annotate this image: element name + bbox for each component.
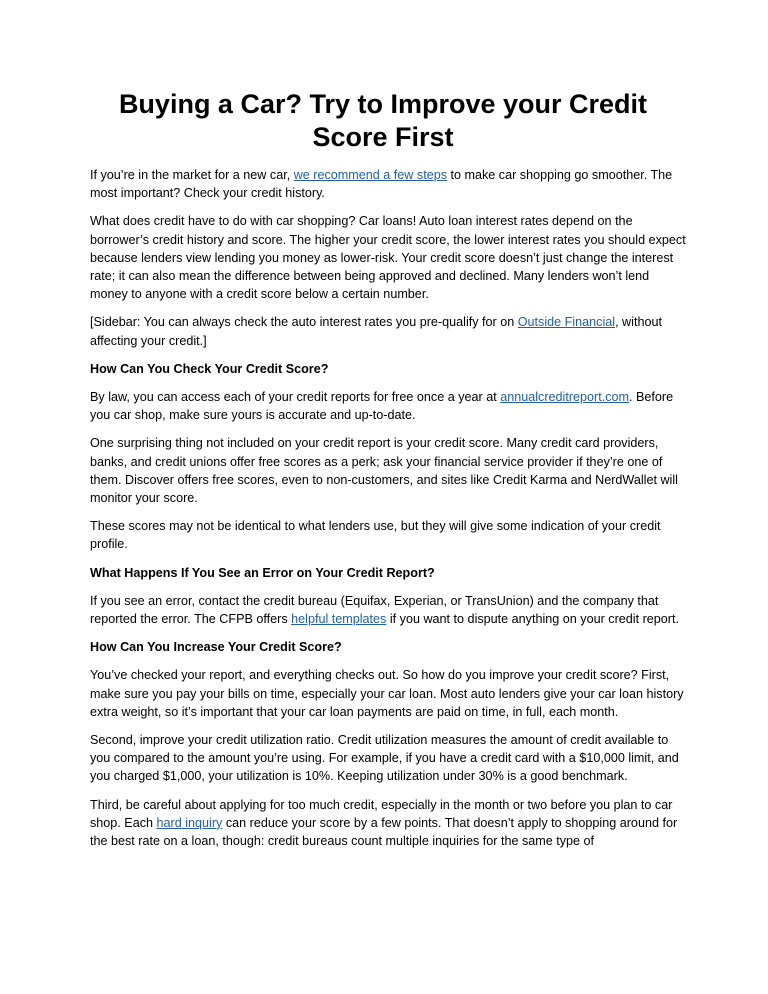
- heading-check-score: How Can You Check Your Credit Score?: [90, 361, 329, 376]
- free-scores-paragraph: One surprising thing not included on your credit report is your credit score. Many credit card providers, banks, and credit unions offer free scores as a perk; ask your financial service provider if they’re one of them. Discover offers free scores, even to non-customers, and sites like Credit Karma and NerdWallet will monitor your score.: [90, 436, 678, 506]
- sidebar-paragraph: [90, 313, 690, 349]
- by-law-paragraph: [90, 388, 690, 424]
- by-law-text-after: . Before you car shop, make sure yours is accurate and up-to-date.: [90, 390, 674, 423]
- inquiry-text-after: can reduce your score by a few points. That doesn’t apply to shopping around for the best rate on a loan, though: credit bureaus count multiple inquiries for the same type of: [90, 815, 678, 849]
- annualcreditreport-link[interactable]: annualcreditreport.com: [500, 390, 630, 405]
- error-text-after: if you want to dispute anything on your credit report.: [386, 612, 679, 627]
- by-law-text-before: By law, you can access each of your credit reports for free once a year at: [90, 390, 501, 405]
- car-loans-paragraph: What does credit have to do with car shopping? Car loans! Auto loan interest rates depend on the borrower’s credit history and score. The higher your credit score, the lower interest rates you should expect because lenders view lending you money as lower-risk. Your credit score doesn’t just change the interest rate; it can also mean the difference between being approved and declined. Many lenders won’t lend money to anyone with a credit score below a certain number.: [90, 214, 686, 302]
- page-title: Buying a Car? Try to Improve your Credit Score First: [118, 89, 648, 152]
- hard-inquiry-paragraph: [90, 796, 690, 851]
- intro-text-after: to make car shopping go smoother. The most important? Check your credit history.: [90, 168, 673, 201]
- error-text-before: If you see an error, contact the credit bureau (Equifax, Experian, or TransUnion) and the company that reported the error. The CFPB offers: [90, 593, 659, 627]
- sidebar-text-after: , without affecting your credit.]: [90, 315, 662, 348]
- inquiry-text-before: Third, be careful about applying for too much credit, especially in the month or two before you plan to car shop. Each: [90, 797, 673, 830]
- intro-text-before: If you’re in the market for a new car,: [90, 168, 294, 182]
- article-body: [90, 166, 690, 860]
- intro-paragraph: [90, 166, 690, 202]
- utilization-paragraph: Second, improve your credit utilization ratio. Credit utilization measures the amount of credit available to you compared to the amount you’re using. For example, if you have a credit card with a $10,000 limit, and you charged $1,000, your utilization is 10%. Keeping utilization under 30% is a good benchmark.: [90, 733, 679, 784]
- error-paragraph: [90, 592, 690, 628]
- hard-inquiry-link[interactable]: hard inquiry: [156, 815, 223, 830]
- scores-identical-paragraph: These scores may not be identical to what lenders use, but they will give some indication of your credit profile.: [90, 519, 661, 552]
- outside-financial-link[interactable]: Outside Financial: [517, 315, 616, 330]
- heading-increase-score: How Can You Increase Your Credit Score?: [90, 640, 342, 655]
- helpful-templates-link[interactable]: helpful templates: [291, 612, 387, 627]
- sidebar-text-before: [Sidebar: You can always check the auto interest rates you pre-qualify for on: [90, 315, 518, 330]
- pay-bills-paragraph: You’ve checked your report, and everything checks out. So how do you improve your credit score? First, make sure you pay your bills on time, especially your car loan. Most auto lenders give your car loan history extra weight, so it’s important that your car loan payments are paid on time, in full, each month.: [90, 668, 684, 719]
- recommend-steps-link[interactable]: we recommend a few steps: [293, 168, 447, 182]
- heading-error: What Happens If You See an Error on Your Credit Report?: [90, 565, 435, 580]
